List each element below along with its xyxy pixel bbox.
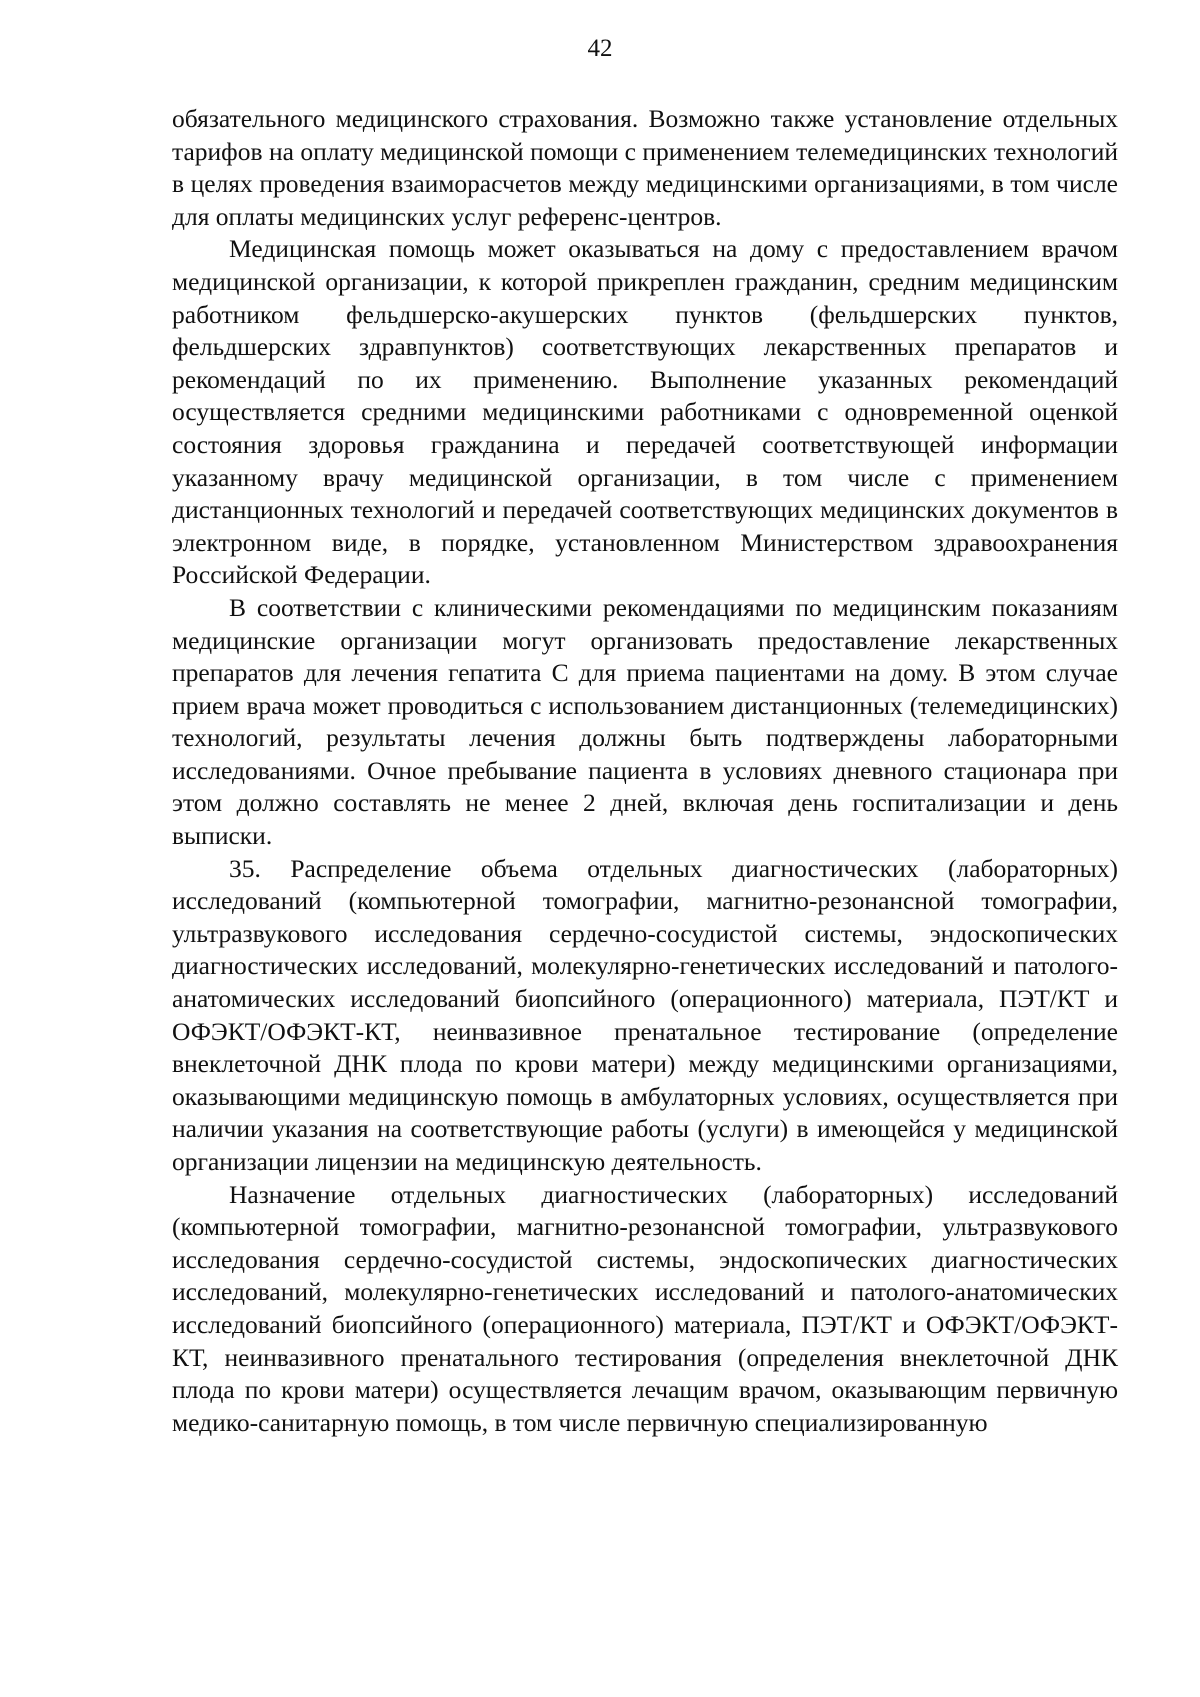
paragraph-item-35: 35. Распределение объема отдельных диагностических (лабораторных) исследований (компьютерной томографии, магнитно-резонансной томографии, ультразвукового исследования сердечно-сосудистой системы, эндоскопических диагностических исследований, молекулярно-генетических исследований и патолого-анатомических исследований биопсийного (операционного) материала, ПЭТ/КТ и ОФЭКТ/ОФЭКТ-КТ, неинвазивное пренатальное тестирование (определение внеклеточной ДНК плода по крови матери) между медицинскими организациями, оказывающими медицинскую помощь в амбулаторных условиях, осуществляется при наличии указания на соответствующие работы (услуги) в имеющейся у медицинской организации лицензии на медицинскую деятельность. — [172, 853, 1118, 1176]
document-body — [172, 103, 1118, 1439]
paragraph-continuation: обязательного медицинского страхования. Возможно также установление отдельных тарифов на оплату медицинской помощи с применением телемедицинских технологий в целях проведения взаиморасчетов между медицинскими организациями, в том числе для оплаты медицинских услуг референс-центров. — [172, 104, 1118, 231]
paragraph-hepatitis-c: В соответствии с клиническими рекомендациями по медицинским показаниям медицинские организации могут организовать предоставление лекарственных препаратов для лечения гепатита С для приема пациентами на дому. В этом случае прием врача может проводиться с использованием дистанционных (телемедицинских) технологий, результаты лечения должны быть подтверждены лабораторными исследованиями. Очное пребывание пациента в условиях дневного стационара при этом должно составлять не менее 2 дней, включая день госпитализации и день выписки. — [172, 592, 1118, 851]
page-number: 42 — [587, 35, 613, 62]
paragraph-home-care: Медицинская помощь может оказываться на дому с предоставлением врачом медицинской организации, к которой прикреплен гражданин, средним медицинским работником фельдшерско-акушерских пунктов (фельдшерских пунктов, фельдшерских здравпунктов) соответствующих лекарственных препаратов и рекомендаций по их применению. Выполнение указанных рекомендаций осуществляется средними медицинскими работниками с одновременной оценкой состояния здоровья гражданина и передачей соответствующей информации указанному врачу медицинской организации, в том числе с применением дистанционных технологий и передачей соответствующих медицинских документов в электронном виде, в порядке, установленном Министерством здравоохранения Российской Федерации. — [172, 234, 1118, 590]
paragraph-diagnostics-assignment: Назначение отдельных диагностических (лабораторных) исследований (компьютерной томографии, магнитно-резонансной томографии, ультразвукового исследования сердечно-сосудистой системы, эндоскопических диагностических исследований, молекулярно-генетических исследований и патолого-анатомических исследований биопсийного (операционного) материала, ПЭТ/КТ и ОФЭКТ/ОФЭКТ-КТ, неинвазивного пренатального тестирования (определения внеклеточной ДНК плода по крови матери) осуществляется лечащим врачом, оказывающим первичную медико-санитарную помощь, в том числе первичную специализированную — [172, 1179, 1118, 1437]
